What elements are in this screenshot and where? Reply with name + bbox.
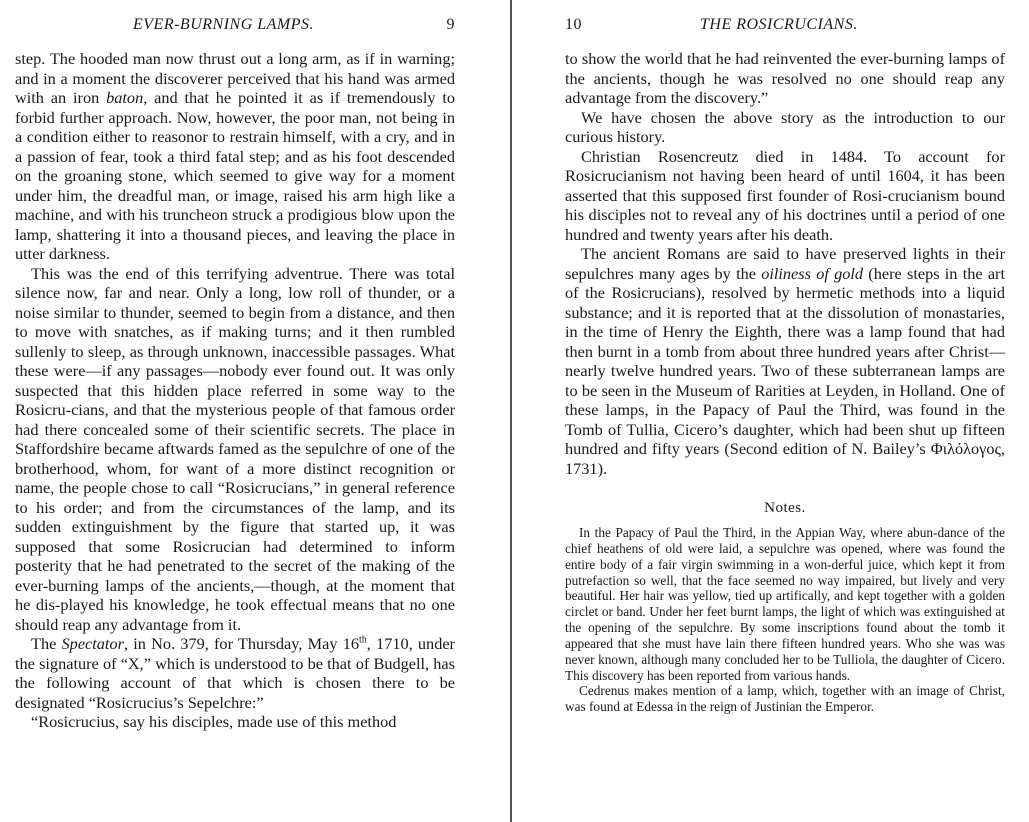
paragraph: [15, 634, 455, 712]
paragraph: We have chosen the above story as the introduction to our curious history.: [565, 107, 1005, 146]
italic-text: baton: [106, 88, 144, 107]
italic-text: Spectator: [61, 634, 124, 653]
paragraph: [565, 244, 1005, 478]
superscript: th: [358, 634, 367, 646]
notes-heading: Notes.: [764, 500, 806, 516]
text-run: step. The hooded man now thrust out a long arm, as if in warning; and in a moment the discoverer perceived that his hand was armed with an iron: [15, 49, 455, 107]
note-paragraph: In the Papacy of Paul the Third, in the Appian Way, where abun-dance of the chief heathens of old were laid, a sepulchre was opened, where was found the entire body of a fair virgin swimming in a won-derful juice, which kept it from putrefaction so well, that the face seemed no way impaired, but lively and very beautiful. Her hair was yellow, tied up artifically, and kept together with a golden circlet or band. Under her feet burnt lamps, the light of which was extinguished at the opening of the sepulchre. By some inscriptions found about the tomb it appeared that she must have lain there fifteen hundred years. Who she was was never known, although many concluded her to be Tulliola, the daughter of Cicero. This discovery has been reported from various hands.: [565, 525, 1005, 683]
paragraph: Christian Rosencreutz died in 1484. To account for Rosicrucianism not having been heard of until 1604, it has been asserted that this supposed first founder of Rosi-crucianism bound his disciples not to reveal any of his doctrines until a period of one hundred and twenty years after his death.: [565, 146, 1005, 244]
text-run: , in No. 379, for Thursday, May 16: [123, 634, 359, 653]
text-run: The ancient Romans are said to have preserved lights in their sepulchres many ages by the: [565, 244, 1005, 283]
left-page: [15, 0, 455, 732]
italic-text: oiliness of gold: [761, 263, 864, 283]
left-header-title: EVER-BURNING LAMPS.: [133, 16, 315, 33]
right-running-header: [565, 16, 1005, 36]
text-run: The: [31, 634, 62, 653]
left-page-number: 9: [446, 16, 455, 33]
page-gutter-divider: [510, 0, 512, 822]
note-paragraph: Cedrenus makes mention of a lamp, which, together with an image of Christ, was found at Edessa in the reign of Justinian the Emperor.: [565, 683, 1005, 715]
paragraph: “Rosicrucius, say his disciples, made use of this method: [31, 712, 397, 731]
right-body-text: [565, 49, 1005, 478]
left-body-text: [15, 49, 455, 732]
right-header-title: THE ROSICRUCIANS.: [700, 16, 858, 33]
text-run: , and that he pointed it as if tremendously to forbid further approach. Now, however, the poor man, not being in a condition either to reasonor to restrain himself, with a cry, and in a passion of fear, took a third fatal step; and as his foot descended on the groaning stone, which seemed to give way for a moment under him, the dreadful man, or image, raised his arm high like a machine, and with his truncheon struck a prodigious blow upon the lamp, shattering it into a thousand pieces, and leaving the place in utter darkness.: [15, 88, 456, 263]
text-run: , 1710, under the signature of “X,” which is understood to be that of Budgell, has the following account of that which is chosen there to be designated “Rosicrucius’s Sepelchre:”: [15, 634, 455, 712]
left-running-header: [15, 16, 455, 36]
paragraph: [15, 49, 455, 264]
paragraph: to show the world that he had reinvented the ever-burning lamps of the ancients, though he was resolved no one should reap any advantage from the discovery.”: [565, 49, 1005, 107]
notes-section: [565, 525, 1005, 715]
right-page: [565, 0, 1005, 715]
right-page-number: 10: [565, 16, 582, 33]
text-run: (here steps in the art of the Rosicrucians), resolved by hermetic methods into a liquid substance; and it is reported that at the dissolution of monastaries, in the time of Henry the Eighth, there was a lamp found that had then burnt in a tomb from about three hundred years after Christ—nearly twelve hundred years. Two of these subterranean lamps are to be seen in the Museum of Rarities at Leyden, in Holland. One of these lamps, in the Papacy of Paul the Third, was found in the Tomb of Tullia, Cicero’s daughter, which had been shut up fifteen hundred and fifty years (Second edition of N. Bailey’s Φιλόλογος, 1731).: [565, 263, 1005, 478]
paragraph: This was the end of this terrifying adventrue. There was total silence now, far and near. Only a long, low roll of thunder, or a noise similar to thunder, seemed to begin from a distance, and then to move with snatches, as if making turns; and it then rumbled sullenly to sleep, as through unknown, inaccessible passages. What these were—if any passages—nobody ever found out. It was only suspected that this hidden place referred in some way to the Rosicru-cians, and that the mysterious people of that famous order had there concealed some of their scientific secrets. The place in Staffordshire became aftwards famed as the sepulchre of one of the brotherhood, whom, for want of a more distinct recognition or name, the people chose to call “Rosicrucians,” in general reference to his order; and from the circumstances of the lamp, and its sudden extinguishment by the figure that started up, it was supposed that some Rosicrucian had determined to inform posterity that he had penetrated to the secret of the making of the ever-burning lamps of the ancients,—though, at the moment that he dis-played his knowledge, he took effectual means that no one should reap any advantage from it.: [15, 263, 455, 634]
